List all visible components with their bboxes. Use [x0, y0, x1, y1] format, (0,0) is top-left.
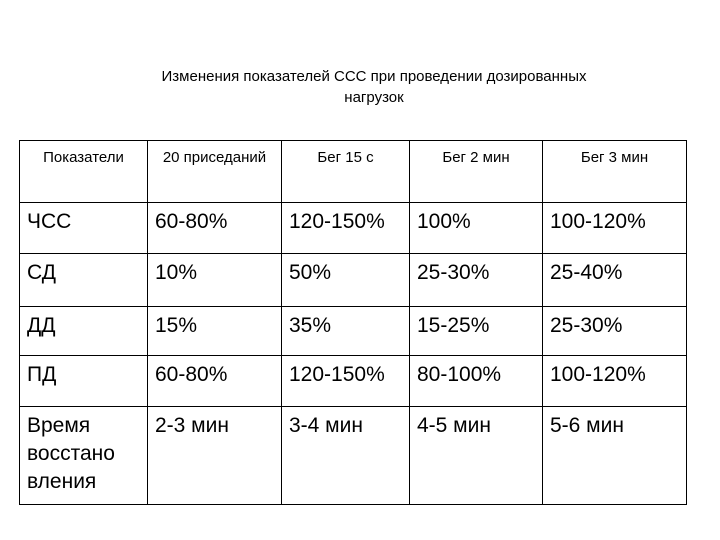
table-row	[20, 254, 687, 307]
table-cell: 4-5 мин	[410, 407, 543, 505]
table-header-row	[20, 141, 687, 203]
table-cell: 35%	[282, 307, 410, 356]
table-cell: 100%	[410, 203, 543, 254]
table-cell: 120-150%	[282, 356, 410, 407]
table-cell: 25-30%	[543, 307, 687, 356]
table-cell: 25-40%	[543, 254, 687, 307]
table-cell: 25-30%	[410, 254, 543, 307]
table-cell: 120-150%	[282, 203, 410, 254]
row-label: ПД	[20, 356, 148, 407]
table-row	[20, 356, 687, 407]
table-row	[20, 203, 687, 254]
table-cell: 15-25%	[410, 307, 543, 356]
header-cell: Бег 2 мин	[410, 141, 543, 203]
table-cell: 5-6 мин	[543, 407, 687, 505]
header-cell: Бег 15 с	[282, 141, 410, 203]
title-line-2: нагрузок	[344, 89, 404, 106]
table-cell: 50%	[282, 254, 410, 307]
header-cell: 20 приседаний	[148, 141, 282, 203]
header-cell: Показатели	[20, 141, 148, 203]
table-cell: 3-4 мин	[282, 407, 410, 505]
table-row	[20, 407, 687, 505]
header-cell: Бег 3 мин	[543, 141, 687, 203]
table-cell: 2-3 мин	[148, 407, 282, 505]
row-label: СД	[20, 254, 148, 307]
table-cell: 60-80%	[148, 203, 282, 254]
document-title	[100, 66, 648, 108]
table-cell: 15%	[148, 307, 282, 356]
table-cell: 60-80%	[148, 356, 282, 407]
table-row	[20, 307, 687, 356]
table-cell: 100-120%	[543, 356, 687, 407]
cardio-indicators-table	[19, 140, 687, 505]
row-label: Время восстано вления	[20, 407, 148, 505]
table-cell: 10%	[148, 254, 282, 307]
table-cell: 100-120%	[543, 203, 687, 254]
row-label: ЧСС	[20, 203, 148, 254]
title-line-1: Изменения показателей ССС при проведении дозированных	[161, 68, 587, 85]
row-label: ДД	[20, 307, 148, 356]
table-cell: 80-100%	[410, 356, 543, 407]
